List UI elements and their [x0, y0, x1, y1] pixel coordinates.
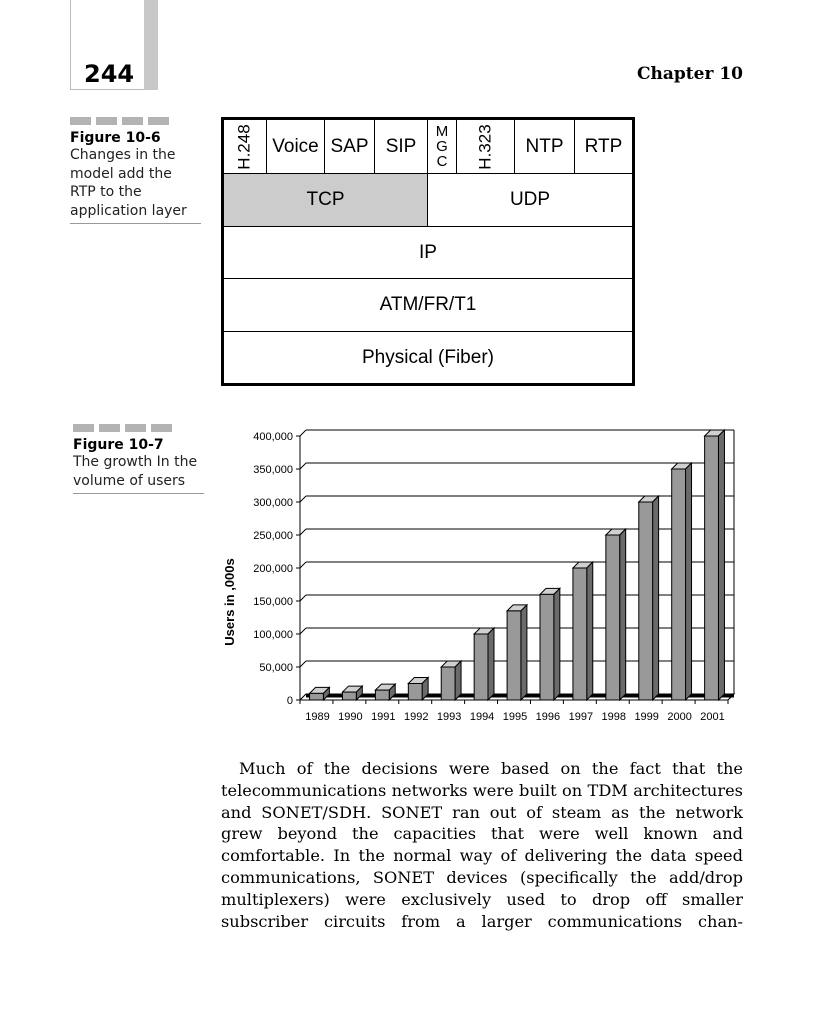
chart-bar-front [507, 611, 521, 700]
stack-cell-atm: ATM/FR/T1 [224, 279, 632, 332]
page-number: 244 [84, 60, 135, 88]
chart-y-tick-label: 0 [286, 695, 293, 707]
chart-y-tick-label: 300,000 [253, 497, 293, 509]
stack-cell-mgc: M G C [428, 120, 457, 174]
figure-10-7-label: Figure 10-7 [73, 437, 164, 453]
figure-10-6-caption: Changes in the model add the RTP to the application layer [70, 147, 187, 219]
stack-cell-udp: UDP [428, 174, 632, 227]
chart-bar [441, 661, 461, 700]
chart-grid-diagonal [300, 562, 306, 568]
users-growth-chart [210, 420, 750, 730]
chart-bar-side [686, 463, 692, 700]
chart-bar [375, 684, 395, 700]
stack-cell-physical: Physical (Fiber) [362, 346, 494, 368]
chart-grid-diagonal [300, 529, 306, 535]
chart-bar-front [310, 693, 324, 700]
page-corner-bar [144, 0, 158, 90]
caption-rule [70, 223, 201, 224]
chart-bar-side [488, 628, 494, 700]
caption-dashes [73, 424, 204, 432]
chart-y-tick-label: 50,000 [259, 662, 293, 674]
stack-cell-ntp: NTP [515, 120, 575, 174]
chart-x-tick-label: 1998 [601, 711, 627, 723]
chart-y-tick-label: 150,000 [253, 596, 293, 608]
chart-bar [540, 588, 560, 700]
chart-grid-diagonal [300, 661, 306, 667]
stack-cell-sip: SIP [375, 120, 428, 174]
stack-cell-voice: Voice [267, 120, 325, 174]
chart-bar [507, 605, 527, 700]
chart-bar [705, 430, 725, 700]
chart-bar-side [587, 562, 593, 700]
chart-x-tick-label: 1992 [403, 711, 429, 723]
chart-x-tick-label: 1997 [568, 711, 594, 723]
chart-x-tick-label: 1989 [305, 711, 330, 723]
chart-bar-side [554, 588, 560, 700]
chart-grid-diagonal [300, 430, 306, 436]
stack-cell-h323: H.323 [457, 120, 515, 174]
chart-bar [408, 678, 428, 701]
chart-bar-front [474, 634, 488, 700]
caption-rule [73, 493, 204, 494]
chart-bar-front [672, 469, 686, 700]
chart-x-tick-label: 1999 [634, 711, 659, 723]
figure-10-7-caption-block [73, 424, 204, 494]
chart-bar-front [573, 568, 587, 700]
chart-bar-front [408, 684, 422, 701]
figure-10-7-caption: The growth In the volume of users [73, 454, 198, 489]
chart-svg [210, 420, 750, 730]
chart-bar-side [521, 605, 527, 700]
chart-y-axis-label: Users in ,000s [222, 558, 237, 646]
chart-bar [606, 529, 626, 700]
chart-bar [639, 496, 659, 700]
chart-x-tick-label: 1991 [371, 711, 396, 723]
chart-y-tick-label: 100,000 [253, 629, 293, 641]
chart-x-tick-label: 2001 [700, 711, 725, 723]
figure-10-6-label: Figure 10-6 [70, 130, 161, 146]
protocol-stack-diagram [221, 117, 635, 386]
chart-bar-front [375, 690, 389, 700]
stack-cell-sap: SAP [325, 120, 375, 174]
chart-bar-front [441, 667, 455, 700]
stack-cell-h248: H.248 [224, 120, 267, 174]
chart-x-tick-label: 1993 [436, 711, 462, 723]
chart-bar-side [620, 529, 626, 700]
chart-x-tick-label: 1996 [535, 711, 561, 723]
chart-bar-front [540, 594, 554, 700]
chart-bar [573, 562, 593, 700]
chart-bar-side [718, 430, 724, 700]
chart-bar-side [455, 661, 461, 700]
chart-x-tick-label: 1995 [502, 711, 528, 723]
chart-bar [474, 628, 494, 700]
chart-bar-front [639, 502, 653, 700]
chart-y-tick-label: 250,000 [253, 530, 293, 542]
caption-dashes [70, 117, 201, 125]
chart-grid-diagonal [300, 496, 306, 502]
chart-grid-diagonal [300, 595, 306, 601]
chart-y-tick-label: 350,000 [253, 464, 293, 476]
stack-cell-ip: IP [224, 227, 632, 279]
chart-bar-front [342, 692, 356, 700]
chart-grid-diagonal [300, 628, 306, 634]
chart-bar [672, 463, 692, 700]
stack-cell-tcp: TCP [224, 174, 428, 227]
chart-bar-front [606, 535, 620, 700]
chart-y-tick-label: 200,000 [253, 563, 293, 575]
chart-x-tick-label: 1990 [338, 711, 363, 723]
figure-10-6-caption-block [70, 117, 201, 224]
chart-bar-side [653, 496, 659, 700]
body-paragraph: Much of the decisions were based on the fact that the telecommunications networks were built on TDM architectures and SONET/SDH. SONET ran out of steam as the network grew beyond the capacities that were well known and comfortable. In the normal way of delivering the data speed communications, SONET devices (specifically the add/drop multiplexers) were exclusively used to drop off smaller subscriber circuits from a larger communications chan- [221, 759, 743, 931]
chapter-heading: Chapter 10 [637, 64, 743, 84]
chart-x-tick-label: 2000 [667, 711, 692, 723]
stack-cell-rtp: RTP [575, 120, 632, 174]
chart-grid-diagonal [300, 463, 306, 469]
chart-bar-front [705, 436, 719, 700]
chart-y-tick-label: 400,000 [253, 431, 293, 443]
chart-x-tick-label: 1994 [469, 711, 495, 723]
